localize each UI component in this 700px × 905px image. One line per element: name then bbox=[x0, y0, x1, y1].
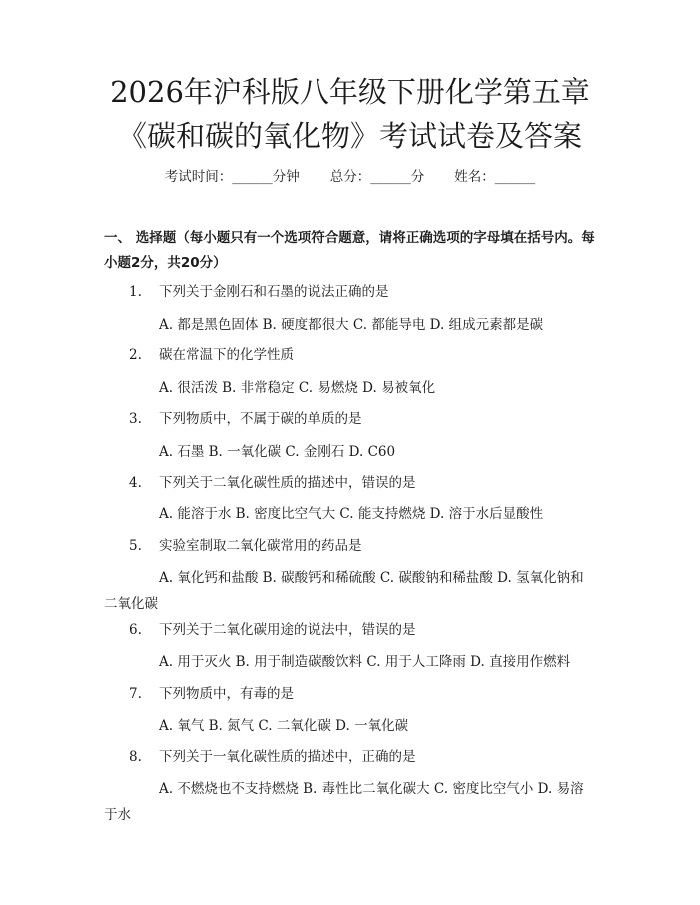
question-options: A. 都是黑色固体 B. 硬度都很大 C. 都能导电 D. 组成元素都是碳 bbox=[159, 317, 544, 333]
question-number: 1. bbox=[129, 284, 142, 300]
question-stem: 下列关于二氧化碳性质的描述中，错误的是 bbox=[159, 475, 416, 491]
question-stem: 下列关于二氧化碳用途的说法中，错误的是 bbox=[159, 622, 416, 638]
question-number: 6. bbox=[129, 622, 142, 638]
exam-title: 2026年沪科版八年级下册化学第五章《碳和碳的氧化物》考试试卷及答案 bbox=[110, 75, 590, 153]
total-score-field[interactable]: 总分：______分 bbox=[329, 169, 425, 185]
question-number: 2. bbox=[129, 347, 142, 363]
question-number: 4. bbox=[129, 475, 142, 491]
question-stem: 下列关于一氧化碳性质的描述中，正确的是 bbox=[159, 749, 416, 765]
question-stem: 实验室制取二氧化碳常用的药品是 bbox=[159, 538, 362, 554]
question-stem: 碳在常温下的化学性质 bbox=[159, 347, 294, 363]
question-stem: 下列物质中，不属于碳的单质的是 bbox=[159, 411, 362, 427]
section-heading: 一、 选择题（每小题只有一个选项符合题意，请将正确选项的字母填在括号内。每小题2分，共20分） bbox=[104, 230, 595, 271]
question-options: A. 很活泼 B. 非常稳定 C. 易燃烧 D. 易被氧化 bbox=[159, 380, 436, 396]
question-options: A. 用于灭火 B. 用于制造碳酸饮料 C. 用于人工降雨 D. 直接用作燃料 bbox=[159, 654, 571, 670]
question-number: 8. bbox=[129, 749, 142, 765]
question-number: 3. bbox=[129, 411, 142, 427]
question-options: A. 不燃烧也不支持燃烧 B. 毒性比二氧化碳大 C. 密度比空气小 D. 易溶于水 bbox=[104, 781, 584, 823]
question-stem: 下列物质中，有毒的是 bbox=[159, 686, 294, 702]
student-name-field[interactable]: 姓名：______ bbox=[454, 169, 536, 185]
question-options: A. 能溶于水 B. 密度比空气大 C. 能支持燃烧 D. 溶于水后显酸性 bbox=[159, 506, 544, 522]
question-options: A. 氧气 B. 氮气 C. 二氧化碳 D. 一氧化碳 bbox=[159, 718, 409, 734]
question-stem: 下列关于金刚石和石墨的说法正确的是 bbox=[159, 284, 389, 300]
question-number: 7. bbox=[129, 686, 142, 702]
question-options: A. 石墨 B. 一氧化碳 C. 金刚石 D. C60 bbox=[159, 444, 396, 460]
exam-info bbox=[0, 166, 700, 188]
question-number: 5. bbox=[129, 538, 142, 554]
exam-time-field[interactable]: 考试时间：______分钟 bbox=[164, 169, 300, 185]
question-options: A. 氧化钙和盐酸 B. 碳酸钙和稀硫酸 C. 碳酸钠和稀盐酸 D. 氢氧化钠和二氧化碳 bbox=[104, 570, 584, 612]
